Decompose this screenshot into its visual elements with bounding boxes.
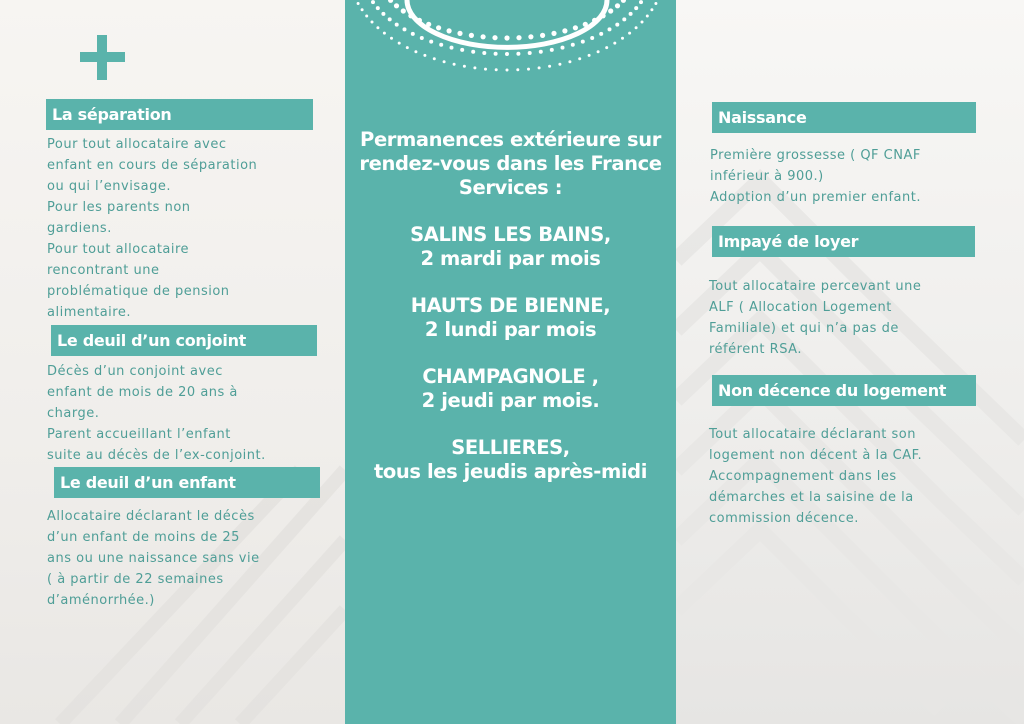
- permanences-title: Permanences extérieure sur rendez-vous dans les France Services :: [359, 128, 662, 199]
- logo-dot: [538, 66, 541, 69]
- logo-dot: [383, 32, 386, 35]
- logo-dot: [436, 25, 441, 30]
- logo-dot: [504, 35, 509, 40]
- logo-dot: [394, 3, 399, 8]
- logo-dot: [439, 43, 443, 47]
- logo-dot: [540, 33, 545, 38]
- logo-dot: [621, 0, 626, 3]
- logo-dot: [371, 21, 374, 24]
- logo-dot: [426, 22, 431, 27]
- logo-dot: [408, 13, 413, 18]
- logo-dot: [357, 2, 360, 5]
- logo-dot: [471, 50, 475, 54]
- logo-dot: [453, 63, 456, 66]
- plus-icon: [80, 35, 125, 80]
- logo-dot: [443, 60, 446, 63]
- logo-dot: [365, 15, 368, 18]
- logo-dot: [650, 8, 653, 11]
- logo-dot: [629, 12, 633, 16]
- logo-dot: [621, 37, 624, 40]
- location-champagnole: CHAMPAGNOLE , 2 jeudi par mois.: [421, 365, 600, 412]
- logo-dot: [417, 18, 422, 23]
- logo-dot: [506, 69, 509, 72]
- logo-dot: [388, 17, 392, 21]
- logo-dot: [528, 51, 532, 55]
- logo-dot: [628, 32, 631, 35]
- logo-dot: [381, 12, 385, 16]
- logo-dot: [376, 26, 379, 29]
- logo-dot: [473, 66, 476, 69]
- logo-dot: [401, 8, 406, 13]
- location-hauts-de-bienne: HAUTS DE BIENNE, 2 lundi par mois: [410, 294, 611, 341]
- logo-dot: [406, 46, 409, 49]
- logo-dot: [641, 21, 644, 24]
- logo-dot: [550, 48, 554, 52]
- logo-dot: [562, 28, 567, 33]
- heading-deuil-enfant: Le deuil d’un enfant: [54, 467, 320, 498]
- logo-dot: [634, 6, 638, 10]
- logo-dot: [551, 31, 556, 36]
- logo-dot: [581, 40, 585, 44]
- location-salins: SALINS LES BAINS, 2 mardi par mois: [410, 223, 611, 270]
- logo-dot: [403, 27, 407, 31]
- logo-dot: [558, 63, 561, 66]
- logo-dot: [573, 25, 578, 30]
- logo-dot: [622, 17, 626, 21]
- dotted-circle-logo: [345, 0, 676, 90]
- logo-dot: [484, 68, 487, 71]
- logo-dot: [433, 57, 436, 60]
- logo-dot: [561, 46, 565, 50]
- permanences-block: [345, 128, 676, 507]
- logo-dot: [516, 68, 519, 71]
- logo-dot: [447, 28, 452, 33]
- logo-dot: [588, 54, 591, 57]
- logo-dot: [615, 23, 619, 27]
- logo-dot: [635, 26, 638, 29]
- logo-dot: [450, 46, 454, 50]
- heading-impaye-loyer: Impayé de loyer: [712, 226, 975, 257]
- logo-dot: [578, 57, 581, 60]
- logo-dot: [539, 50, 543, 54]
- logo-dot: [463, 65, 466, 68]
- text-separation: Pour tout allocataire avec enfant en cours de séparation ou qui l’envisage. Pour les parents non gardiens. Pour tout allocataire rencontrant une problématique de pension alimentaire.: [47, 137, 258, 320]
- logo-dot: [411, 32, 415, 36]
- logo-dot: [494, 52, 498, 56]
- logo-dot: [516, 52, 520, 56]
- logo-dot: [398, 42, 401, 45]
- heading-naissance: Naissance: [712, 102, 976, 133]
- logo-dot: [592, 18, 597, 23]
- logo-dot: [395, 23, 399, 27]
- logo-dot: [423, 54, 426, 57]
- logo-dot: [608, 27, 612, 31]
- text-deuil-enfant: Allocataire déclarant le décès d’un enfant de moins de 25 ans ou une naissance sans vie ( à partir de 22 semaines d’aménorrhée.): [47, 509, 260, 608]
- logo-dot: [482, 51, 486, 55]
- logo-dot: [548, 65, 551, 68]
- logo-dot: [583, 22, 588, 27]
- logo-dot: [654, 2, 657, 5]
- text-naissance: Première grossesse ( QF CNAF inférieur à 900.) Adoption d’un premier enfant.: [710, 148, 921, 205]
- logo-dot: [597, 50, 600, 53]
- logo-dot: [571, 43, 575, 47]
- heading-non-decence: Non décence du logement: [712, 375, 976, 406]
- logo-dot: [376, 6, 380, 10]
- logo-dot: [492, 35, 497, 40]
- logo-dot: [599, 32, 603, 36]
- logo-dot: [568, 60, 571, 63]
- logo-dot: [505, 52, 509, 56]
- logo-dot: [613, 42, 616, 45]
- logo-dot: [528, 34, 533, 39]
- logo-dot: [388, 0, 393, 3]
- text-impaye-loyer: Tout allocataire percevant une ALF ( Allocation Logement Familiale) et qui n’a pas de référent RSA.: [709, 279, 922, 357]
- logo-dot: [371, 0, 375, 4]
- logo-dot: [527, 68, 530, 71]
- location-sellieres: SELLIERES, tous les jeudis après-midi: [373, 436, 648, 483]
- logo-dot: [608, 8, 613, 13]
- logo-dot: [361, 8, 364, 11]
- text-deuil-conjoint: Décès d’un conjoint avec enfant de mois de 20 ans à charge. Parent accueillant l’enfant suite au décès de l’ex-conjoint.: [47, 364, 266, 463]
- logo-dot: [495, 68, 498, 71]
- logo-dot: [639, 0, 643, 4]
- logo-dot: [429, 40, 433, 44]
- logo-dot: [605, 46, 608, 49]
- center-panel: [345, 0, 676, 724]
- logo-dot: [469, 33, 474, 38]
- logo-dot: [420, 36, 424, 40]
- logo-dot: [646, 15, 649, 18]
- logo-dot: [460, 48, 464, 52]
- logo-dot: [590, 36, 594, 40]
- logo-dot: [481, 34, 486, 39]
- heading-deuil-conjoint: Le deuil d’un conjoint: [51, 325, 317, 356]
- logo-dot: [601, 13, 606, 18]
- logo-dot: [390, 37, 393, 40]
- logo-dot: [457, 31, 462, 36]
- heading-separation: La séparation: [46, 99, 313, 130]
- text-non-decence: Tout allocataire déclarant son logement non décent à la CAF. Accompagnement dans les démarches et la saisine de la commission décence.: [709, 427, 923, 526]
- logo-dot: [516, 35, 521, 40]
- logo-dot: [414, 50, 417, 53]
- logo-dot: [615, 3, 620, 8]
